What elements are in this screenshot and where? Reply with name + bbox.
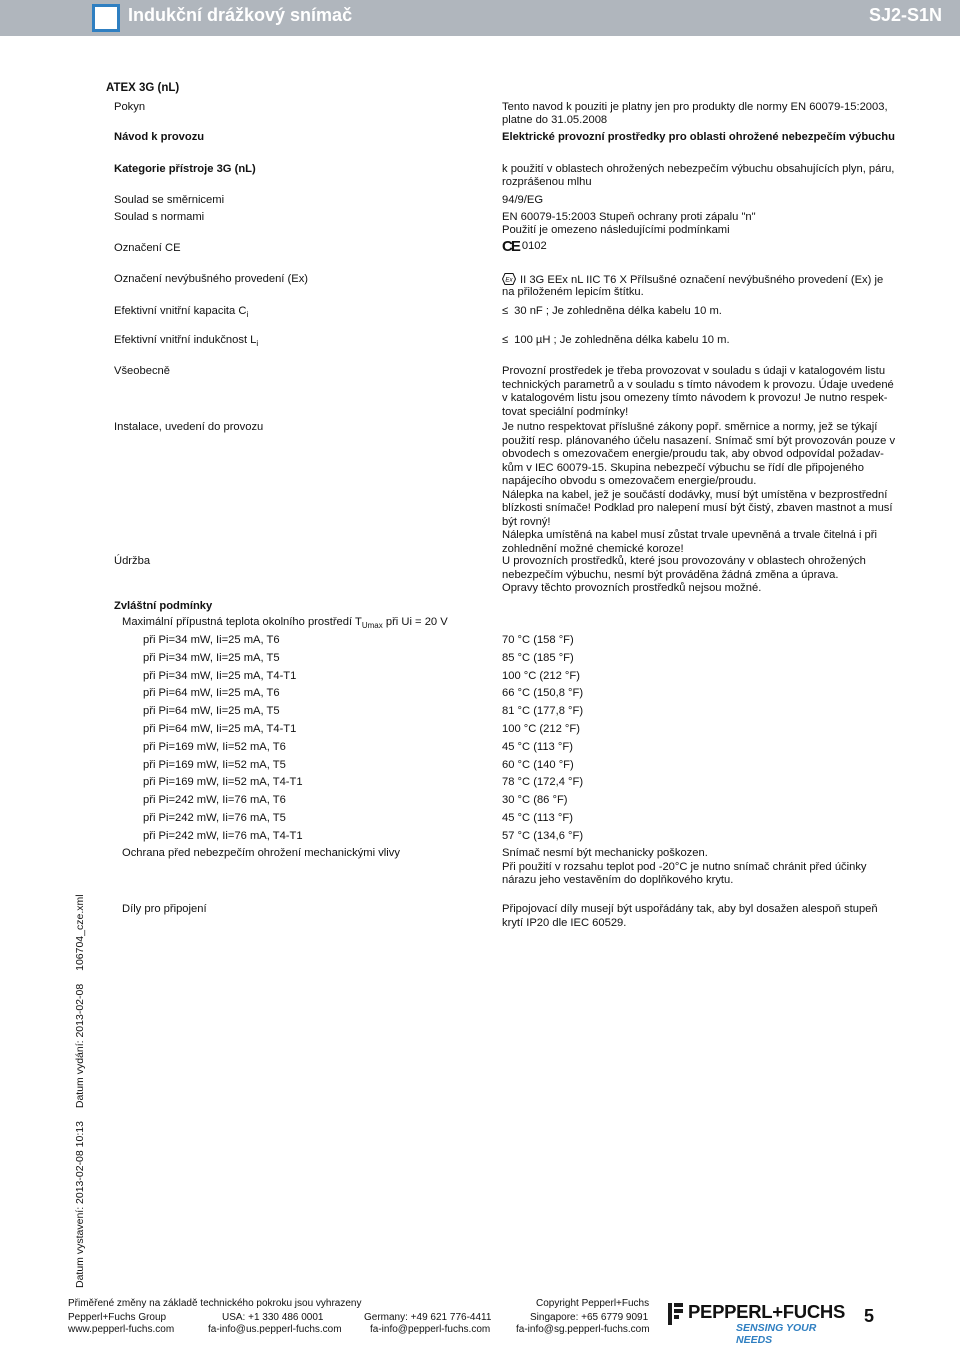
text-line: použití resp. plánovaného účelu nasazení. Snímač smí být provozován pouze v	[502, 434, 896, 447]
indukcnost-value-row	[502, 334, 730, 348]
temp-suffix: při Ui = 20 V	[382, 616, 448, 628]
section-title: ATEX 3G (nL)	[106, 82, 180, 94]
footer-de-mail[interactable]: fa-info@pepperl-fuchs.com	[370, 1324, 491, 1335]
navod-label: Návod k provozu	[114, 131, 205, 143]
indukcnost-value: 100 µH ; Je zohledněna délka kabelu 10 m.	[514, 334, 730, 346]
condition-label: při Pi=34 mW, Ii=25 mA, T4-T1	[143, 670, 297, 682]
text-line: blízkosti snímače! Podklad pro nalepení musí být čistý, zbaven mastnot a musí	[502, 502, 893, 514]
temp-label-row	[122, 616, 448, 633]
indukcnost-label: Efektivní vnitřní indukčnost L	[114, 334, 257, 346]
text-line: zohlednění možné chemické koroze!	[502, 542, 684, 555]
pokyn-value-2: platne do 31.05.2008	[502, 114, 608, 126]
kategorie-value-2: rozprášenou mlhu	[502, 176, 592, 188]
condition-value: 45 °C (113 °F)	[502, 812, 573, 824]
le-symbol: ≤	[502, 334, 509, 346]
kapacita-value-row	[502, 305, 722, 319]
pepperl-fuchs-logo	[668, 1301, 846, 1346]
footer-de-phone: Germany: +49 621 776-4411	[364, 1312, 492, 1323]
condition-label: při Pi=34 mW, Ii=25 mA, T6	[143, 634, 280, 646]
condition-label: při Pi=34 mW, Ii=25 mA, T5	[143, 652, 280, 664]
navod-value: Elektrické provozní prostředky pro oblasti ohrožené nebezpečím výbuchu	[502, 131, 895, 143]
condition-label: při Pi=64 mW, Ii=25 mA, T6	[143, 687, 280, 699]
text-line: Nálepka umístěná na kabel musí zůstat trvale upevněná a trvale čitelná i při	[502, 529, 877, 541]
condition-value: 78 °C (172,4 °F)	[502, 776, 584, 788]
temp-label: Maximální přípustná teplota okolního prostředí T	[122, 616, 362, 628]
text-line: U provozních prostředků, které jsou provozovány v oblastech ohrožených	[502, 555, 866, 567]
kapacita-label-row	[114, 305, 248, 322]
condition-value: 30 °C (86 °F)	[502, 794, 568, 806]
condition-value: 70 °C (158 °F)	[502, 634, 574, 646]
footer-sg-phone: Singapore: +65 6779 9091	[530, 1312, 649, 1323]
condition-label: při Pi=242 mW, Ii=76 mA, T6	[143, 794, 286, 806]
footer-disclaimer: Přiměřené změny na základě technického pokroku jsou vyhrazeny	[68, 1298, 362, 1309]
footer-sg-mail[interactable]: fa-info@sg.pepperl-fuchs.com	[516, 1324, 650, 1335]
normy-value-2: Použití je omezeno následujícími podmínkami	[502, 224, 730, 236]
smernice-label: Soulad se směrnicemi	[114, 194, 225, 206]
footer-usa-phone: USA: +1 330 486 0001	[222, 1312, 324, 1323]
side-created: Datum vystavení: 2013-02-08 10:13	[74, 1121, 86, 1288]
kapacita-sub: i	[246, 310, 249, 320]
page-header	[0, 0, 960, 36]
text-line: Při použití v rozsahu teplot pod -20°C je nutno snímač chránit před účinky	[502, 860, 867, 873]
header-square-icon	[92, 4, 120, 32]
indukcnost-sub: i	[256, 339, 259, 349]
text-line: Připojovací díly musejí být uspořádány tak, aby byl dosažen alespoň stupeň	[502, 903, 878, 915]
text-line: Opravy těchto provozních prostředků nejsou možné.	[502, 582, 762, 594]
le-symbol: ≤	[502, 305, 509, 317]
instalace-text	[502, 421, 895, 556]
text-line: Je nutno respektovat příslušné zákony popř. směrnice a normy, jež se týkají	[502, 421, 878, 433]
text-line: tovat speciální podmínky!	[502, 405, 629, 418]
product-title: Indukční drážkový snímač	[128, 5, 353, 25]
condition-value: 85 °C (185 °F)	[502, 652, 574, 664]
condition-value: 57 °C (134,6 °F)	[502, 830, 584, 842]
mech-text	[502, 847, 867, 888]
vseobecne-label: Všeobecně	[114, 365, 170, 377]
temp-sub: Umax	[361, 621, 383, 631]
condition-value: 45 °C (113 °F)	[502, 741, 573, 753]
logo-slogan: SENSING YOUR NEEDS	[736, 1322, 817, 1346]
kapacita-label: Efektivní vnitřní kapacita C	[114, 305, 247, 317]
product-model: SJ2-S1N	[868, 5, 942, 25]
pokyn-label: Pokyn	[114, 101, 146, 113]
footer-copyright: Copyright Pepperl+Fuchs	[536, 1298, 650, 1309]
condition-label: při Pi=169 mW, Ii=52 mA, T6	[143, 741, 286, 753]
page-number: 5	[864, 1306, 875, 1326]
normy-label: Soulad s normami	[114, 211, 205, 223]
text-line: Nálepka na kabel, jež je součástí dodávky, musí být umístěna v bezprostřední	[502, 488, 888, 501]
text-line: technických parametrů a v souladu s tímto návodem k provozu. Údaje uvedené	[502, 378, 894, 391]
ex-hexagon-icon	[502, 273, 516, 285]
pokyn-value-1: Tento navod k pouziti je platny jen pro produkty dle normy EN 60079-15:2003,	[502, 101, 888, 113]
indukcnost-label-row	[114, 334, 258, 351]
text-line: v katalogovém listu jsou omezeny tímto návodem k provozu! Je nutno respek-	[502, 392, 888, 404]
ce-value-row	[502, 240, 547, 254]
kategorie-label: Kategorie přístroje 3G (nL)	[114, 163, 256, 175]
footer-usa-mail[interactable]: fa-info@us.pepperl-fuchs.com	[208, 1324, 342, 1335]
normy-value-1: EN 60079-15:2003 Stupeň ochrany proti zápalu "n"	[502, 211, 756, 223]
condition-label: při Pi=242 mW, Ii=76 mA, T4-T1	[143, 830, 303, 842]
text-line: napájecího obvodu s omezovačem energie/proudu.	[502, 475, 757, 487]
text-line: nárazu jeho vestavěním do doplňkového krytu.	[502, 874, 734, 886]
ce-label: Označení CE	[114, 242, 181, 254]
pf-logo-icon	[668, 1303, 684, 1325]
condition-value: 100 °C (212 °F)	[502, 723, 580, 735]
vseobecne-text	[502, 365, 894, 419]
condition-value: 100 °C (212 °F)	[502, 670, 580, 682]
mech-label: Ochrana před nebezpečím ohrožení mechanickými vlivy	[122, 847, 400, 859]
text-line: Provozní prostředek je třeba provozovat v souladu s údaji v katalogovém listu	[502, 365, 886, 377]
ce-number: 0102	[521, 240, 547, 252]
ex-label: Označení nevýbušného provedení (Ex)	[114, 273, 309, 285]
text-line: kům v IEC 60079-15. Skupina nebezpečí výbuchu se řídí dle připojeného	[502, 461, 864, 474]
udrzba-label: Údržba	[114, 555, 151, 567]
text-line: krytí IP20 dle IEC 60529.	[502, 916, 627, 929]
kategorie-value-1: k použití v oblastech ohrožených nebezpečím výbuchu obsahujících plyn, páru,	[502, 163, 895, 175]
condition-value: 81 °C (177,8 °F)	[502, 705, 584, 717]
condition-label: při Pi=64 mW, Ii=25 mA, T4-T1	[143, 723, 297, 735]
ex-value-1: II 3G EEx nL IIC T6 X Přílsušné označení nevýbušného provedení (Ex) je	[520, 274, 884, 286]
side-file: 106704_cze.xml	[74, 894, 86, 971]
condition-value: 66 °C (150,8 °F)	[502, 687, 584, 699]
side-issued: Datum vydání: 2013-02-08	[74, 983, 86, 1109]
instalace-label: Instalace, uvedení do provozu	[114, 421, 264, 433]
text-line: nebezpečím výbuchu, nesmí být prováděna žádná změna a úprava.	[502, 568, 839, 581]
kapacita-value: 30 nF ; Je zohledněna délka kabelu 10 m.	[514, 305, 722, 317]
udrzba-text	[502, 555, 866, 596]
footer-website[interactable]: www.pepperl-fuchs.com	[68, 1324, 175, 1335]
parts-label: Díly pro připojení	[122, 903, 207, 915]
condition-value: 60 °C (140 °F)	[502, 759, 574, 771]
svg-text:Ex: Ex	[505, 276, 513, 284]
logo-name: PEPPERL+FUCHS	[688, 1301, 845, 1322]
text-line: obvodech s omezovačem energie/proudu tak, aby obvod odpovídal požadav-	[502, 448, 884, 460]
ex-value-2: na přiloženém lepicím štítku.	[502, 286, 644, 298]
text-line: Snímač nesmí být mechanicky poškozen.	[502, 847, 708, 859]
side-metadata	[74, 884, 86, 1288]
condition-label: při Pi=169 mW, Ii=52 mA, T5	[143, 759, 286, 771]
smernice-value: 94/9/EG	[502, 194, 544, 206]
parts-text	[502, 903, 878, 930]
ce-mark-icon: CE	[502, 238, 519, 255]
special-title: Zvláštní podmínky	[114, 600, 213, 612]
text-line: být rovný!	[502, 515, 551, 528]
footer-group: Pepperl+Fuchs Group	[68, 1312, 167, 1323]
condition-label: při Pi=242 mW, Ii=76 mA, T5	[143, 812, 286, 824]
condition-label: při Pi=169 mW, Ii=52 mA, T4-T1	[143, 776, 303, 788]
condition-label: při Pi=64 mW, Ii=25 mA, T5	[143, 705, 280, 717]
